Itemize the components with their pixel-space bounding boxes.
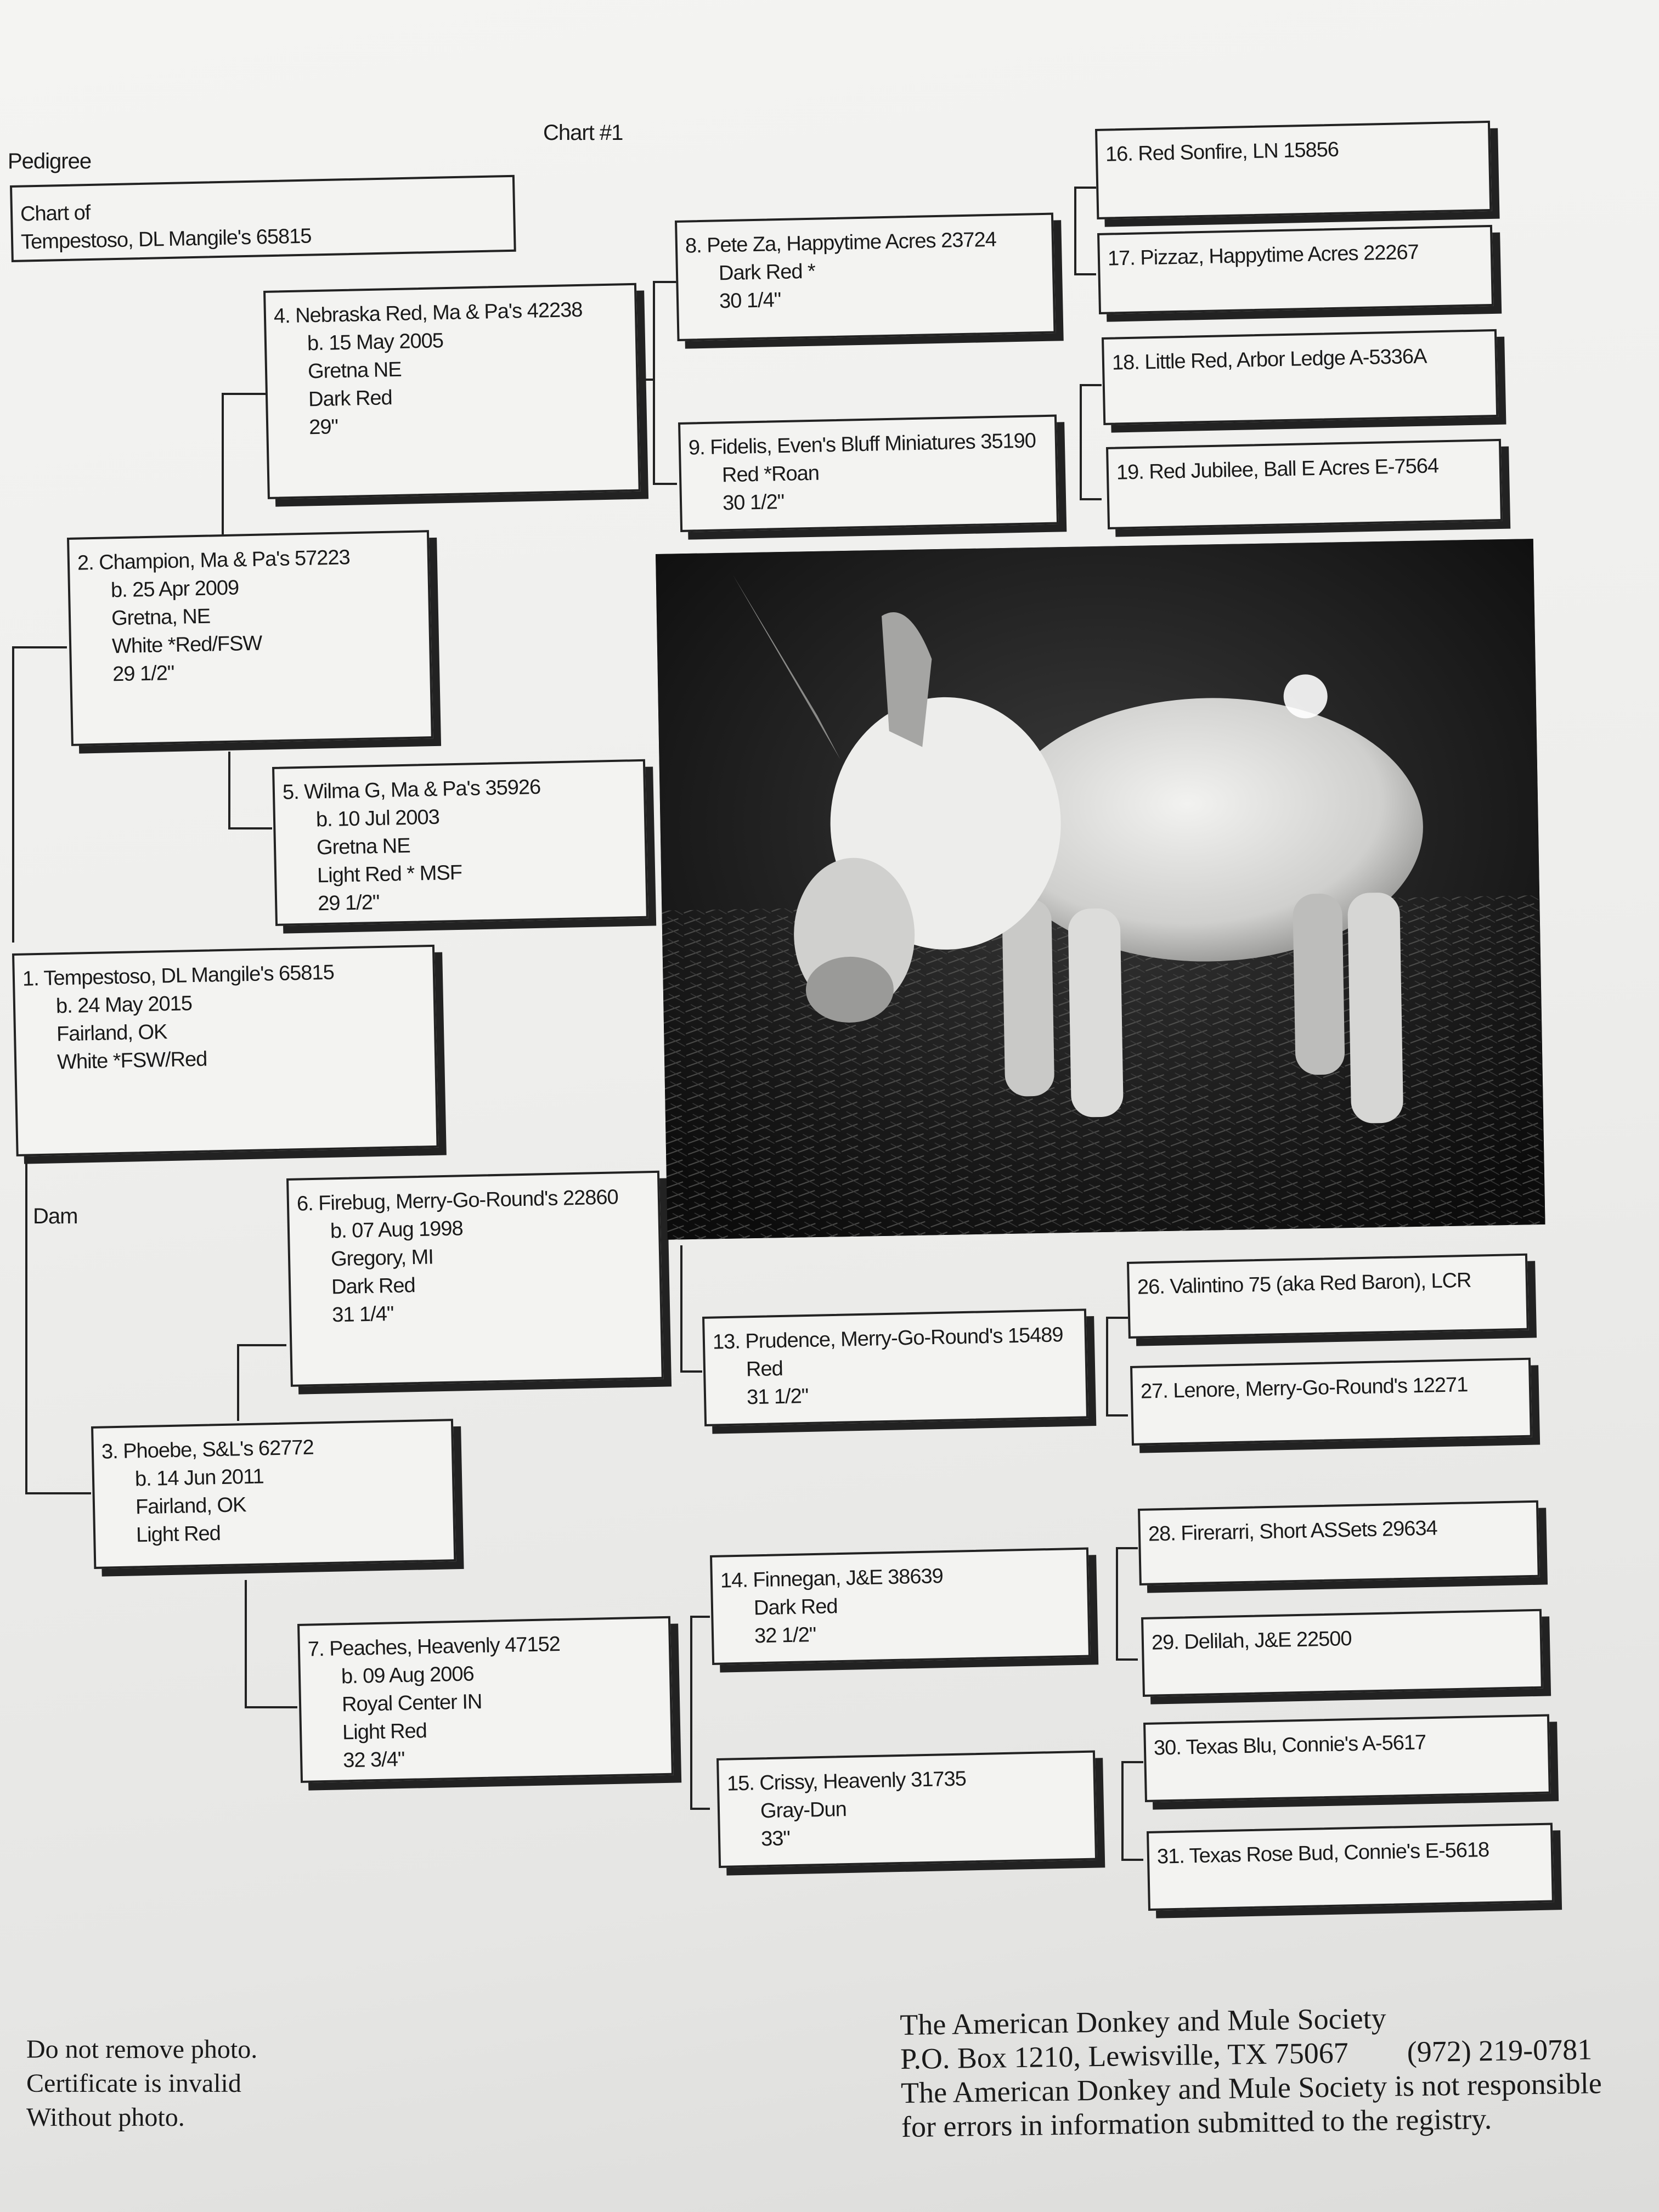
- connector-line: [690, 1616, 710, 1618]
- entry-name: 30. Texas Blu, Connie's A-5617: [1153, 1731, 1426, 1760]
- entry-name: 29. Delilah, J&E 22500: [1151, 1627, 1352, 1655]
- entry-detail: Fairland, OK: [135, 1493, 246, 1519]
- entry-detail: Gretna NE: [316, 834, 411, 860]
- connector-line: [25, 1163, 27, 1492]
- pedigree-entry-6: [286, 1171, 664, 1387]
- entry-name: 1. Tempestoso, DL Mangile's 65815: [22, 961, 335, 991]
- entry-detail: 29": [308, 415, 338, 439]
- entry-detail: Light Red * MSF: [317, 861, 462, 888]
- entry-detail: 32 3/4": [342, 1747, 405, 1773]
- entry-name: 15. Crissy, Heavenly 31735: [726, 1767, 967, 1796]
- entry-detail: Dark Red *: [718, 259, 816, 285]
- connector-line: [1116, 1547, 1118, 1660]
- connector-line: [653, 483, 677, 485]
- entry-detail: 30 1/2": [722, 490, 785, 515]
- connector-line: [12, 646, 67, 648]
- entry-name: 14. Finnegan, J&E 38639: [720, 1565, 944, 1593]
- connector-line: [690, 1616, 692, 1808]
- entry-detail: 33": [760, 1827, 791, 1851]
- entry-name: 4. Nebraska Red, Ma & Pa's 42238: [273, 298, 583, 328]
- entry-detail: 31 1/2": [746, 1384, 809, 1409]
- pedigree-entry-27: [1130, 1358, 1532, 1446]
- entry-detail: Dark Red: [753, 1595, 838, 1620]
- society-info: [900, 1998, 1602, 2144]
- connector-line: [1074, 273, 1096, 275]
- society-phone: (972) 219-0781: [1407, 2033, 1593, 2069]
- connector-line: [680, 1245, 682, 1372]
- chart-title-line2: Tempestoso, DL Mangile's 65815: [20, 224, 312, 254]
- connector-line: [245, 1580, 247, 1706]
- entry-name: 17. Pizzaz, Happytime Acres 22267: [1107, 240, 1419, 270]
- chart-title-box: [10, 175, 516, 262]
- chart-title-line1: Chart of: [20, 201, 91, 226]
- pedigree-entry-8: [675, 213, 1056, 341]
- entry-name: 2. Champion, Ma & Pa's 57223: [77, 546, 351, 575]
- entry-detail: Gregory, MI: [330, 1245, 434, 1271]
- society-disclaimer: The American Donkey and Mule Society is not responsible: [900, 2067, 1602, 2109]
- pedigree-entry-15: [716, 1751, 1097, 1868]
- connector-line: [1106, 1414, 1128, 1417]
- connector-line: [1106, 1317, 1108, 1415]
- pedigree-entry-30: [1143, 1714, 1551, 1802]
- chart-number: Chart #1: [543, 121, 623, 145]
- society-disclaimer: for errors in information submitted to the registry.: [901, 2102, 1492, 2143]
- connector-line: [1080, 384, 1102, 386]
- pedigree-entry-13: [702, 1308, 1088, 1426]
- connector-line: [228, 752, 230, 828]
- connector-line: [1121, 1761, 1124, 1860]
- entry-detail: b. 07 Aug 1998: [330, 1217, 464, 1243]
- pedigree-entry-26: [1127, 1254, 1529, 1339]
- entry-name: 5. Wilma G, Ma & Pa's 35926: [282, 775, 541, 804]
- society-name: The American Donkey and Mule Society: [900, 2001, 1387, 2041]
- pedigree-entry-9: [678, 415, 1059, 532]
- entry-name: 28. Firerarri, Short ASSets 29634: [1148, 1516, 1438, 1546]
- connector-line: [642, 379, 655, 381]
- entry-name: 3. Phoebe, S&L's 62772: [101, 1436, 314, 1464]
- connector-line: [228, 827, 272, 830]
- photo-notice: [26, 2033, 257, 2135]
- connector-line: [237, 1344, 286, 1346]
- entry-detail: b. 14 Jun 2011: [134, 1465, 264, 1491]
- pedigree-entry-18: [1102, 329, 1498, 425]
- connector-line: [1080, 498, 1102, 500]
- pedigree-entry-4: [263, 283, 641, 499]
- pedigree-entry-31: [1147, 1823, 1554, 1911]
- entry-detail: 29 1/2": [112, 661, 174, 686]
- entry-detail: Gretna NE: [307, 358, 402, 383]
- connector-line: [1116, 1658, 1138, 1661]
- pedigree-entry-17: [1097, 225, 1494, 314]
- entry-detail: b. 25 Apr 2009: [110, 576, 239, 602]
- pedigree-entry-28: [1138, 1500, 1540, 1585]
- connector-line: [1121, 1761, 1143, 1763]
- donkey-photo: [656, 539, 1545, 1240]
- connector-line: [1121, 1859, 1143, 1861]
- donkey-foal-image: [656, 539, 1545, 1240]
- entry-detail: Light Red: [136, 1522, 221, 1547]
- pedigree-entry-16: [1095, 121, 1492, 219]
- connector-line: [653, 281, 655, 484]
- entry-name: 31. Texas Rose Bud, Connie's E-5618: [1156, 1838, 1489, 1869]
- entry-name: 19. Red Jubilee, Ball E Acres E-7564: [1116, 454, 1439, 484]
- entry-detail: b. 15 May 2005: [307, 329, 444, 356]
- pedigree-entry-19: [1106, 439, 1503, 529]
- entry-detail: Gretna, NE: [111, 605, 211, 630]
- dam-label: Dam: [33, 1204, 78, 1228]
- entry-detail: White *FSW/Red: [57, 1047, 207, 1074]
- pedigree-entry-7: [297, 1616, 674, 1783]
- entry-name: 9. Fidelis, Even's Bluff Miniatures 35190: [688, 429, 1036, 460]
- connector-line: [1106, 1317, 1128, 1319]
- photo-notice-line: Without photo.: [26, 2103, 185, 2132]
- entry-name: 6. Firebug, Merry-Go-Round's 22860: [296, 1186, 619, 1216]
- connector-line: [680, 1370, 702, 1373]
- connector-line: [1074, 187, 1076, 274]
- pedigree-entry-5: [272, 759, 648, 926]
- entry-detail: b. 10 Jul 2003: [315, 805, 440, 832]
- connector-line: [222, 393, 224, 535]
- pedigree-entry-1: [12, 945, 439, 1156]
- connector-line: [237, 1344, 239, 1421]
- connector-line: [222, 393, 266, 395]
- entry-detail: 31 1/4": [331, 1302, 394, 1327]
- connector-line: [25, 1492, 91, 1494]
- connector-line: [1116, 1547, 1138, 1549]
- entry-detail: Dark Red: [331, 1274, 416, 1299]
- connector-line: [245, 1706, 297, 1708]
- connector-line: [1080, 384, 1082, 499]
- entry-detail: b. 24 May 2015: [55, 992, 193, 1018]
- connector-line: [12, 646, 14, 943]
- connector-line: [1074, 187, 1096, 189]
- entry-detail: Gray-Dun: [760, 1798, 847, 1823]
- pedigree-entry-29: [1141, 1609, 1543, 1697]
- entry-detail: White *Red/FSW: [111, 631, 262, 658]
- connector-line: [653, 281, 677, 283]
- pedigree-entry-2: [67, 530, 433, 746]
- entry-name: 26. Valintino 75 (aka Red Baron), LCR: [1137, 1268, 1471, 1299]
- pedigree-entry-3: [91, 1419, 456, 1569]
- entry-detail: Fairland, OK: [56, 1020, 167, 1046]
- connector-line: [690, 1808, 710, 1810]
- entry-name: 16. Red Sonfire, LN 15856: [1105, 138, 1339, 166]
- pedigree-label: Pedigree: [8, 149, 92, 173]
- entry-detail: 32 1/2": [754, 1623, 816, 1648]
- photo-notice-line: Certificate is invalid: [26, 2069, 241, 2098]
- entry-name: 18. Little Red, Arbor Ledge A-5336A: [1111, 345, 1427, 375]
- society-address: P.O. Box 1210, Lewisville, TX 75067: [900, 2036, 1349, 2075]
- entry-detail: Light Red: [342, 1719, 427, 1745]
- entry-detail: Red: [746, 1357, 783, 1381]
- photo-notice-line: Do not remove photo.: [26, 2035, 258, 2064]
- entry-name: 7. Peaches, Heavenly 47152: [307, 1632, 561, 1661]
- pedigree-entry-14: [710, 1548, 1091, 1665]
- entry-detail: Dark Red: [308, 386, 393, 411]
- entry-name: 8. Pete Za, Happytime Acres 23724: [685, 228, 997, 258]
- entry-name: 27. Lenore, Merry-Go-Round's 12271: [1140, 1373, 1468, 1403]
- entry-detail: Red *Roan: [721, 461, 820, 487]
- entry-name: 13. Prudence, Merry-Go-Round's 15489: [712, 1323, 1064, 1354]
- entry-detail: 30 1/4": [719, 288, 781, 313]
- entry-detail: 29 1/2": [317, 890, 380, 916]
- entry-detail: Royal Center IN: [341, 1690, 482, 1717]
- entry-detail: b. 09 Aug 2006: [341, 1662, 475, 1689]
